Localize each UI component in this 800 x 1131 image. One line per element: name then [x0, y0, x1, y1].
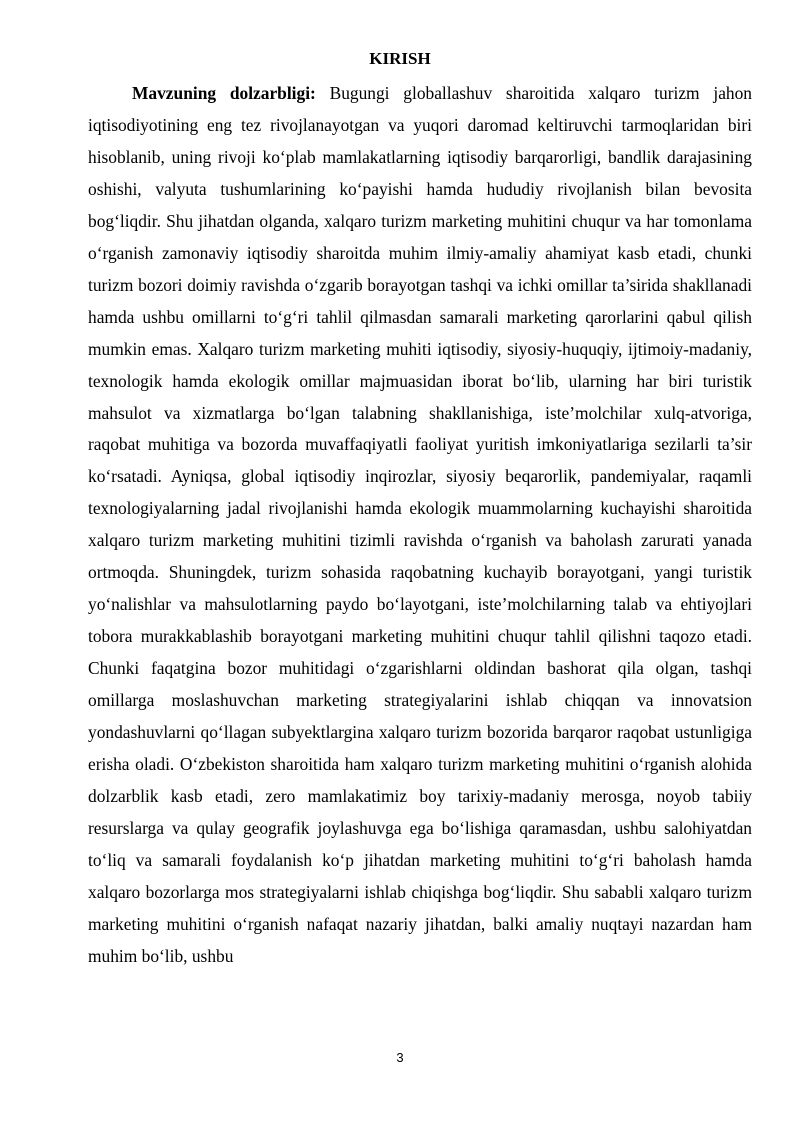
body-paragraph	[88, 78, 752, 973]
section-title: KIRISH	[369, 49, 431, 68]
page-number: 3	[396, 1050, 404, 1065]
lead-label: Mavzuning dolzarbligi:	[132, 83, 316, 103]
paragraph-text: Bugungi globallashuv sharoitida xalqaro turizm jahon iqtisodiyotining eng tez rivojlanayotgan va yuqori daromad keltiruvchi tarmoqlaridan biri hisoblanib, uning rivoji ko‘plab mamlakatlarning iqtisodiy barqarorligi, bandlik darajasining oshishi, valyuta tushumlarining ko‘payishi hamda hududiy rivojlanish bilan bevosita bog‘liqdir. Shu jihatdan olganda, xalqaro turizm marketing muhitini chuqur va har tomonlama o‘rganish zamonaviy iqtisodiy sharoitda muhim ilmiy-amaliy ahamiyat kasb etadi, chunki turizm bozori doimiy ravishda o‘zgarib borayotgan tashqi va ichki omillar ta’sirida shakllanadi hamda ushbu omillarni to‘g‘ri tahlil qilmasdan samarali marketing qarorlarini qabul qilish mumkin emas. Xalqaro turizm marketing muhiti iqtisodiy, siyosiy-huquqiy, ijtimoiy-madaniy, texnologik hamda ekologik omillar majmuasidan iborat bo‘lib, ularning har biri turistik mahsulot va xizmatlarga bo‘lgan talabning shakllanishiga, iste’molchilar xulq-atvoriga, raqobat muhitiga va bozorda muvaffaqiyatli faoliyat yuritish imkoniyatlariga sezilarli ta’sir ko‘rsatadi. Ayniqsa, global iqtisodiy inqirozlar, siyosiy beqarorlik, pandemiyalar, raqamli texnologiyalarning jadal rivojlanishi hamda ekologik muammolarning kuchayishi sharoitida xalqaro turizm marketing muhitini tizimli ravishda o‘rganish va baholash zarurati yanada ortmoqda. Shuningdek, turizm sohasida raqobatning kuchayib borayotgani, yangi turistik yo‘nalishlar va mahsulotlarning paydo bo‘layotgani, iste’molchilarning talab va ehtiyojlari tobora murakkablashib borayotgani marketing muhitini chuqur tahlil qilishni taqozo etadi. Chunki faqatgina bozor muhitidagi o‘zgarishlarni oldindan bashorat qila olgan, tashqi omillarga moslashuvchan marketing strategiyalarini ishlab chiqqan va innovatsion yondashuvlarni qo‘llagan subyektlargina xalqaro turizm bozorida barqaror raqobat ustunligiga erisha oladi. O‘zbekiston sharoitida ham xalqaro turizm marketing muhitini o‘rganish alohida dolzarblik kasb etadi, zero mamlakatimiz boy tarixiy-madaniy merosga, noyob tabiiy resurslarga va qulay geografik joylashuvga ega bo‘lishiga qaramasdan, ushbu salohiyatdan to‘liq va samarali foydalanish ko‘p jihatdan marketing muhitini to‘g‘ri baholash hamda xalqaro bozorlarga mos strategiyalarni ishlab chiqishga bog‘liqdir. Shu sababli xalqaro turizm marketing muhitini o‘rganish nafaqat nazariy jihatdan, balki amaliy nuqtayi nazardan ham muhim bo‘lib, ushbu	[88, 83, 752, 966]
